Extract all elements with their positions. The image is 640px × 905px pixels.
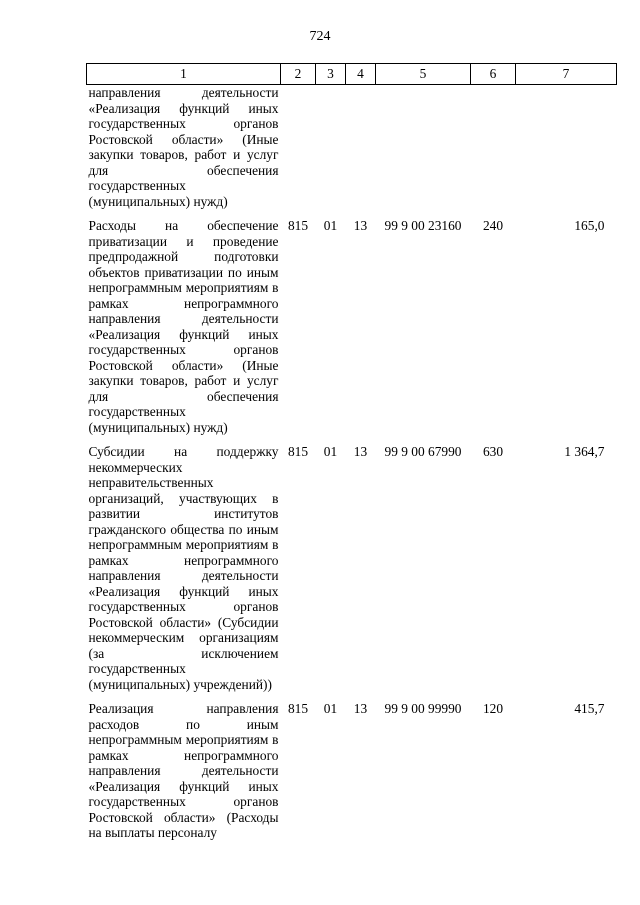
row-ved: 815 [287,701,309,716]
row-pr [346,85,376,219]
header-col-5: 5 [376,64,471,85]
row-vr: 240 [482,218,504,233]
table-row [87,701,617,850]
row-pr: 13 [353,218,368,233]
row-sum: 165,0 [574,218,605,233]
table-row [87,444,617,701]
row-description: направления деятельности «Реализация функций иных государственных органов Ростовской области» (Иные закупки товаров, работ и услуг для обеспечения государственных (муниципальных) нужд) [88,85,279,209]
row-description: Реализация направления расходов по иным непрограммным мероприятиям в рамках непрограммного направления деятельности «Реализация функций иных государственных органов Ростовской области» (Расходы на выплаты персоналу [88,701,279,840]
row-description: Расходы на обеспечение приватизации и проведение предпродажной подготовки объектов приватизации по иным непрограммным мероприятиям в рамках непрограммного направления деятельности «Реализация функций иных государственных органов Ростовской области» (Иные закупки товаров, работ и услуг для обеспечения государственных (муниципальных) нужд) [88,218,279,435]
header-row [87,64,617,85]
table-body [87,85,617,850]
table-header [87,64,617,85]
header-col-4: 4 [346,64,376,85]
page-number: 724 [309,29,331,44]
row-rz: 01 [323,444,338,459]
row-sum: 1 364,7 [564,444,605,459]
row-vr: 120 [482,701,504,716]
row-vr: 630 [482,444,504,459]
header-col-7: 7 [516,64,617,85]
row-vr [471,85,516,219]
header-col-1: 1 [87,64,281,85]
row-ved: 815 [287,444,309,459]
row-sum [516,85,617,219]
row-csr [376,85,471,219]
row-rz: 01 [323,701,338,716]
row-csr: 99 9 00 23160 [384,218,462,233]
row-rz [316,85,346,219]
header-col-6: 6 [471,64,516,85]
row-ved: 815 [287,218,309,233]
row-csr: 99 9 00 99990 [384,701,462,716]
row-csr: 99 9 00 67990 [384,444,462,459]
table-row [87,218,617,444]
row-pr: 13 [353,701,368,716]
table-row [87,85,617,219]
header-col-3: 3 [316,64,346,85]
budget-table [86,63,617,850]
row-description: Субсидии на поддержку некоммерческих неправительственных организаций, участвующих в развитии институтов гражданского общества по иным непрограммным мероприятиям в рамках непрограммного направления деятельности «Реализация функций иных государственных органов Ростовской области» (Субсидии некоммерческим организациям (за исключением государственных (муниципальных) учреждений)) [88,444,279,692]
row-pr: 13 [353,444,368,459]
row-ved [281,85,316,219]
header-col-2: 2 [281,64,316,85]
row-sum: 415,7 [574,701,605,716]
row-rz: 01 [323,218,338,233]
